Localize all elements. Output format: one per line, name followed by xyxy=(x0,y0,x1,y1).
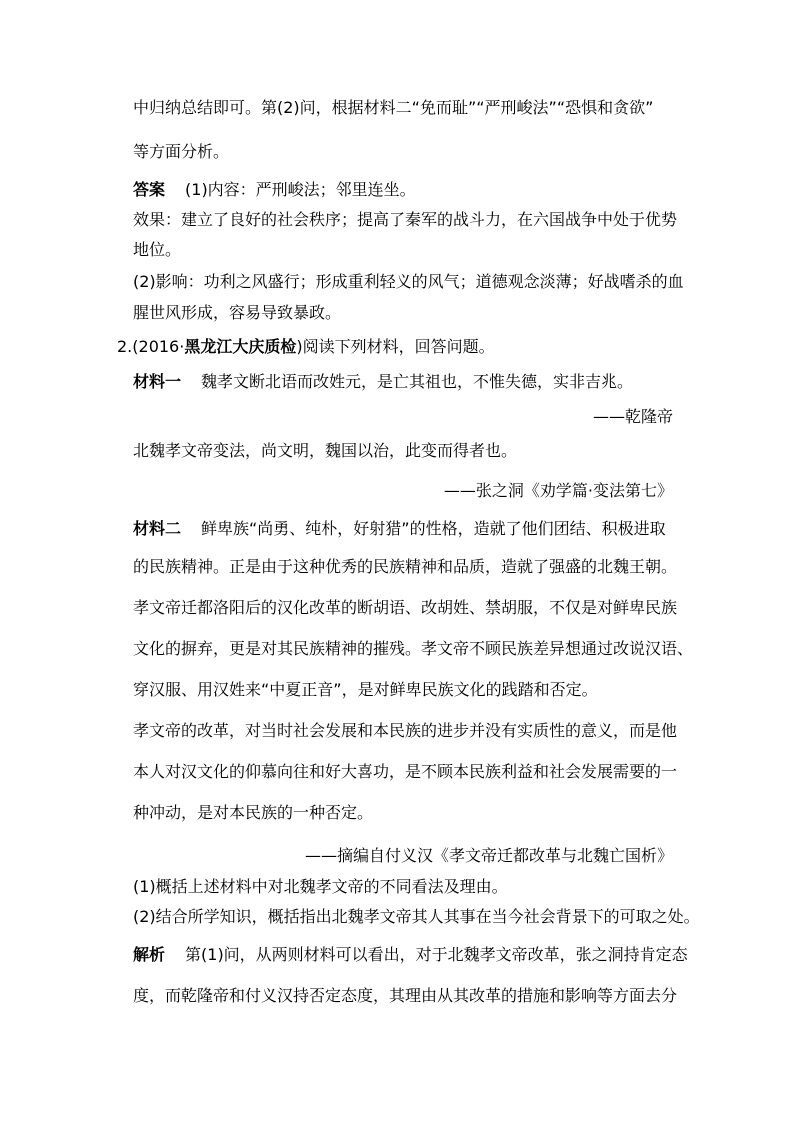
material-two-line xyxy=(133,519,666,539)
text-line: 北魏孝文帝变法，尚文明，魏国以治，此变而得者也。 xyxy=(133,441,518,460)
analysis-label: 解析 xyxy=(133,945,166,964)
text-line: 穿汉服、用汉姓来“中夏正音”，是对鲜卑民族文化的践踏和否定。 xyxy=(133,680,598,699)
text-line: 腥世风形成，容易导致暴政。 xyxy=(133,303,342,322)
material-one-text: 魏孝文断北语而改姓元，是亡其祖也，不惟失德，实非吉兆。 xyxy=(201,372,634,391)
answer-line xyxy=(133,180,416,200)
text-line: 的民族精神。正是由于这种优秀的民族精神和品质，造就了强盛的北魏王朝。 xyxy=(133,557,678,576)
question-heading xyxy=(117,337,495,357)
analysis-line xyxy=(133,945,688,965)
text-line: 种冲动，是对本民族的一种否定。 xyxy=(133,803,374,822)
material-one-line xyxy=(133,372,633,392)
text-line: 等方面分析。 xyxy=(133,142,230,161)
answer-text: (1)内容：严刑峻法；邻里连坐。 xyxy=(185,180,416,199)
question-source: 黑龙江大庆质检 xyxy=(184,337,297,356)
text-line: 中归纳总结即可。第(2)问，根据材料二“免而耻”“严刑峻法”“恐惧和贪欲” xyxy=(133,98,654,117)
material-one-label: 材料一 xyxy=(133,372,182,391)
material-two-text: 鲜卑族“尚勇、纯朴，好射猎”的性格，造就了他们团结、积极进取 xyxy=(201,519,666,538)
text-line: 本人对汉文化的仰慕向往和好大喜功，是不顾本民族利益和社会发展需要的一 xyxy=(133,762,678,781)
sub-question-1: (1)概括上述材料中对北魏孝文帝的不同看法及理由。 xyxy=(133,877,508,896)
text-line: 度，而乾隆帝和付义汉持否定态度，其理由从其改革的措施和影响等方面去分 xyxy=(133,986,678,1005)
text-line: 文化的摒弃，更是对其民族精神的摧残。孝文帝不顾民族差异想通过改说汉语、 xyxy=(133,639,694,658)
text-line: 孝文帝迁都洛阳后的汉化改革的断胡语、改胡姓、禁胡服，不仅是对鲜卑民族 xyxy=(133,598,678,617)
answer-label: 答案 xyxy=(133,180,166,199)
material-two-label: 材料二 xyxy=(133,519,182,538)
text-line: 效果：建立了良好的社会秩序；提高了秦军的战斗力，在六国战争中处于优势 xyxy=(133,210,678,229)
question-prompt: )阅读下列材料，回答问题。 xyxy=(296,337,495,356)
text-line: (2)影响：功利之风盛行；形成重利轻义的风气；道德观念淡薄；好战嗜杀的血 xyxy=(133,272,684,291)
sub-question-2: (2)结合所学知识，概括指出北魏孝文帝其人其事在当今社会背景下的可取之处。 xyxy=(133,907,700,926)
attribution: ——乾隆帝 xyxy=(592,407,673,426)
attribution: ——摘编自付义汉《孝文帝迁都改革与北魏亡国析》 xyxy=(304,846,673,865)
text-line: 孝文帝的改革，对当时社会发展和本民族的进步并没有实质性的意义，而是他 xyxy=(133,721,678,740)
question-number: 2.(2016· xyxy=(117,337,185,356)
text-line: 地位。 xyxy=(133,240,182,259)
attribution: ——张之洞《劝学篇·变法第七》 xyxy=(443,481,673,500)
analysis-text: 第(1)问，从两则材料可以看出，对于北魏孝文帝改革，张之洞持肯定态 xyxy=(185,945,688,964)
